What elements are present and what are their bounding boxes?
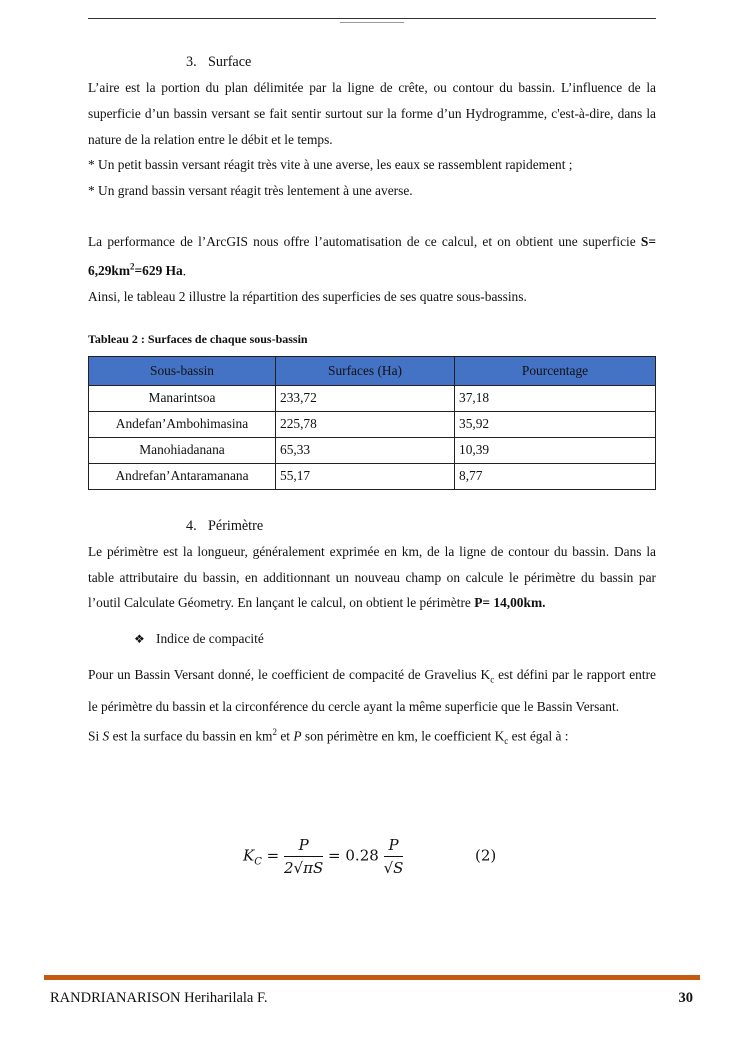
section-3-title: Surface (208, 54, 252, 70)
cell-surface: 65,33 (276, 437, 455, 463)
large-basin-paragraph: * Un grand bassin versant réagit très lentement à une averse. (88, 183, 413, 199)
page-content (88, 50, 656, 754)
cell-name: Manarintsoa (89, 385, 276, 411)
compactness-title: Indice de compacité (156, 631, 264, 647)
table-row (89, 385, 656, 411)
section-4-number: 4. (186, 517, 197, 534)
cell-name: Manohiadanana (89, 437, 276, 463)
section-3-heading (186, 50, 656, 75)
compactness-formula: $K_C$ = $\frac{P}{2√\pi S}$ = 0.28 $\frac{P}{√S}$ (2) (243, 836, 497, 877)
header-rule (88, 18, 656, 19)
fraction-2: $\frac{P}{√S}$ (383, 836, 404, 877)
table-row (89, 463, 656, 489)
formula-intro-paragraph: Si S est la surface du bassin en $km^2$ et P son périmètre en km, le coefficient $K_c$ est égal à : (88, 726, 569, 746)
footer-bar (44, 975, 700, 980)
header-sub-basin: Sous-bassin (89, 356, 276, 385)
fraction-1: $\frac{P}{2√\pi S}$ (284, 836, 324, 877)
table-intro-paragraph: Ainsi, le tableau 2 illustre la répartition des superficies de ses quatre sous-bassins. (88, 289, 527, 305)
header-percentage: Pourcentage (455, 356, 656, 385)
cell-name: Andrefan’Antaramanana (89, 463, 276, 489)
header-surfaces: Surfaces (Ha) (276, 356, 455, 385)
sub-basin-table (88, 356, 656, 490)
cell-percentage: 10,39 (455, 437, 656, 463)
cell-surface: 55,17 (276, 463, 455, 489)
section-4-heading (186, 514, 656, 539)
cell-surface: 225,78 (276, 411, 455, 437)
arcgis-surface-paragraph: La performance de l’ArcGIS nous offre l’automatisation de ce calcul, et on obtient une superficie $S= 6,29km^2=629$ Ha. (88, 233, 656, 279)
small-basin-paragraph: * Un petit bassin versant réagit très vite à une averse, les eaux se rassemblent rapidement ; (88, 157, 573, 173)
perimeter-paragraph: Le périmètre est la longueur, généralement exprimée en km, de la ligne de contour du bassin. Dans la table attributaire du bassin, en additionnant un nouveau champ on calcule le périmètre du bassin par l’outil Calculate Géometry. En lançant le calcul, on obtient le périmètre P= 14,00km. (88, 543, 656, 611)
table-header-row (89, 356, 656, 385)
section-4-title: Périmètre (208, 517, 264, 534)
perimeter-value: P= 14,00km. (474, 595, 546, 611)
footer-author: RANDRIANARISON Heriharilala F. (50, 990, 268, 1006)
page-number: 30 (678, 990, 693, 1006)
diamond-bullet-icon: ❖ (134, 632, 145, 647)
compactness-heading (134, 626, 656, 652)
gravelius-paragraph: Pour un Bassin Versant donné, le coefficient de compacité de Gravelius $K_c$ est défini par le rapport entre le périmètre du bassin et la circonférence du cercle ayant la même superficie que le Bassin Versant. (88, 667, 656, 714)
table-row (89, 437, 656, 463)
cell-percentage: 8,77 (455, 463, 656, 489)
equation-number: (2) (474, 846, 497, 865)
table-caption: Tableau 2 : Surfaces de chaque sous-bassin (88, 331, 308, 346)
section-3-number: 3. (186, 54, 197, 70)
surface-value: $S= 6,29km^2=629$ Ha (88, 233, 656, 279)
header-rule-accent (340, 22, 404, 23)
table-row (89, 411, 656, 437)
cell-surface: 233,72 (276, 385, 455, 411)
cell-percentage: 37,18 (455, 385, 656, 411)
cell-percentage: 35,92 (455, 411, 656, 437)
cell-name: Andefan’Ambohimasina (89, 411, 276, 437)
surface-definition-paragraph: L’aire est la portion du plan délimitée par la ligne de crête, ou contour du bassin. L’influence de la superficie d’un bassin versant se fait sentir surtout sur la forme d’un Hydrogramme, c'est-à-dire, dans la nature de la relation entre le débit et le temps. (88, 80, 656, 147)
